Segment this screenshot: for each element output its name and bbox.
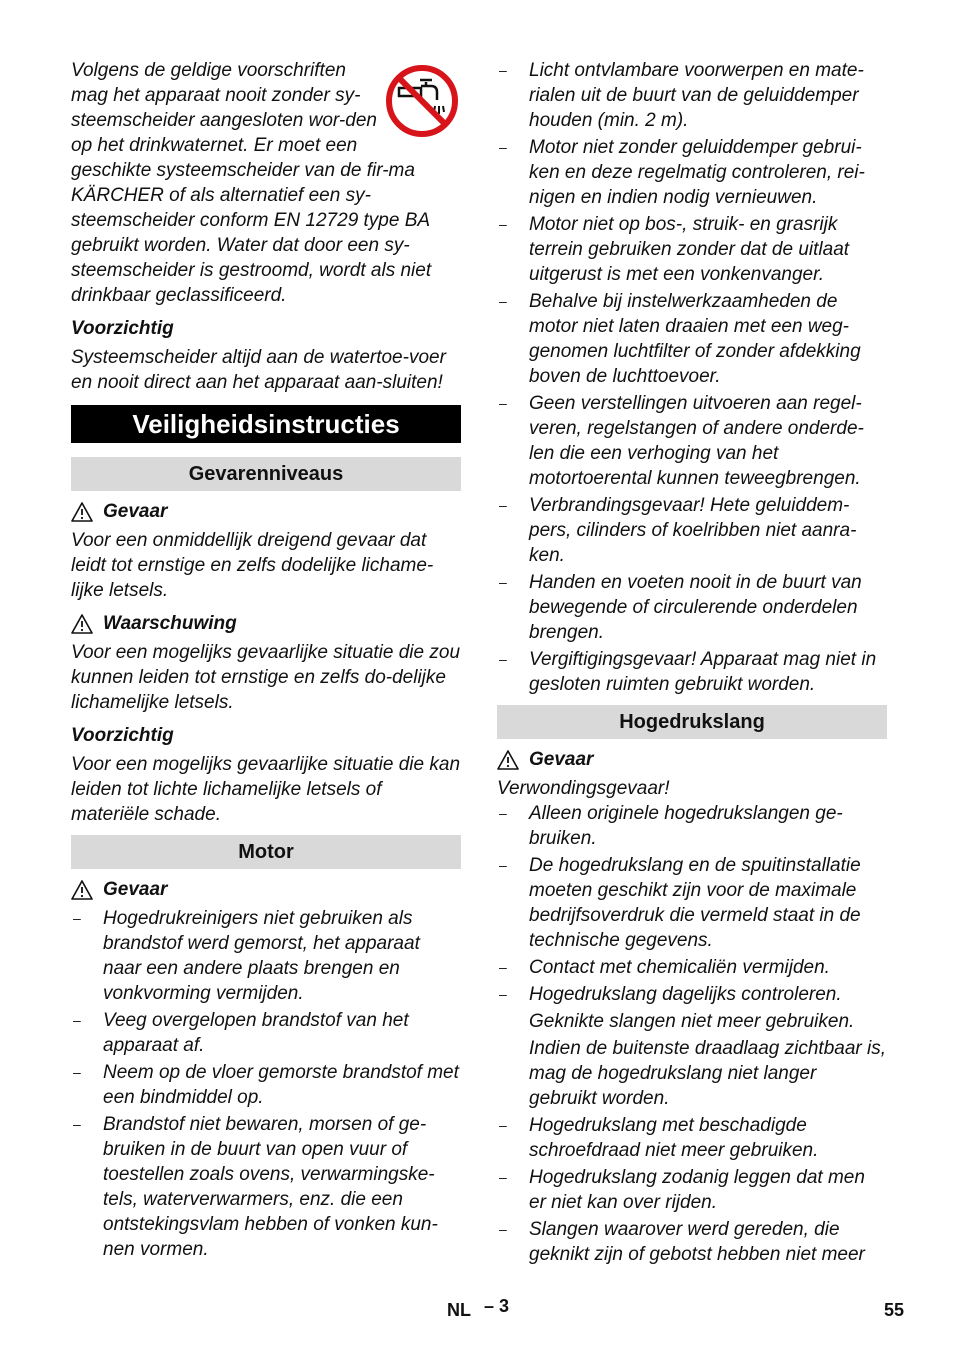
section-page-number: – 3	[484, 1296, 510, 1316]
warning-triangle-icon	[71, 614, 93, 634]
dash-bullet: –	[499, 986, 507, 1002]
intro-block	[71, 58, 461, 308]
dash-bullet: –	[73, 1012, 81, 1028]
dash-bullet: –	[499, 1117, 507, 1133]
section-title: Veiligheidsinstructies	[71, 405, 461, 443]
dash-bullet: –	[499, 857, 507, 873]
list-item: – Motor niet op bos-, struik- en grasrijk terrein gebruiken zonder dat de uitlaat uitgerust is met een vonkenvanger.	[499, 214, 850, 285]
list-item: – Alleen originele hogedrukslangen ge-bruiken.	[499, 803, 843, 849]
list-item: – Hogedrukreinigers niet gebruiken als brandstof werd gemorst, het apparaat naar een andere plaats brengen en vonkvorming vermijden.	[73, 908, 420, 1004]
warning-triangle-icon	[71, 880, 93, 900]
dash-bullet: –	[499, 62, 507, 78]
list-item: – Motor niet zonder geluiddemper gebrui-ken en deze regelmatig controleren, rei-nigen en indien nodig vernieuwen.	[499, 137, 865, 208]
motor-list-right	[497, 58, 887, 697]
dash-bullet: –	[499, 293, 507, 309]
list-item: – Hogedrukslang dagelijks controleren. Geknikte slangen niet meer gebruiken. Indien de buitenste draadlaag zichtbaar is, mag de hogedrukslang niet langer gebruikt worden.	[499, 984, 887, 1109]
warning-text: Voor een mogelijks gevaarlijke situatie die zou kunnen leiden tot ernstige en zelfs do-delijke lichamelijke letsels.	[71, 642, 461, 713]
warning-label: Waarschuwing	[103, 613, 237, 634]
list-item-continuation: Geknikte slangen niet meer gebruiken.	[529, 1011, 855, 1032]
right-column	[497, 58, 887, 1269]
list-item: – Licht ontvlambare voorwerpen en mate-rialen uit de buurt van de geluiddemper houden (min. 2 m).	[499, 60, 864, 131]
left-column	[71, 58, 461, 1264]
hose-list	[497, 801, 887, 1267]
warning-triangle-icon	[497, 750, 519, 770]
dash-bullet: –	[499, 959, 507, 975]
dash-bullet: –	[73, 1116, 81, 1132]
page-number: 55	[884, 1300, 905, 1320]
subsection-title-levels: Gevarenniveaus	[71, 457, 461, 491]
hose-danger-label: Gevaar	[529, 749, 594, 770]
warning-triangle-icon	[71, 502, 93, 522]
language-code: NL	[447, 1300, 471, 1320]
danger-text: Voor een onmiddellijk dreigend gevaar dat leidt tot ernstige en zelfs dodelijke lichame-lijke letsels.	[71, 530, 434, 601]
list-item: – Hogedrukslang met beschadigde schroefdraad niet meer gebruiken.	[499, 1115, 819, 1161]
list-item: – Veeg overgelopen brandstof van het apparaat af.	[73, 1010, 409, 1056]
dash-bullet: –	[499, 139, 507, 155]
dash-bullet: –	[499, 1169, 507, 1185]
list-item: – Vergiftigingsgevaar! Apparaat mag niet in gesloten ruimten gebruikt worden.	[499, 649, 877, 695]
list-item-continuation: Indien de buitenste draadlaag zichtbaar is, mag de hogedrukslang niet langer gebruikt worden.	[529, 1038, 887, 1109]
list-item: – Slangen waarover werd gereden, die geknikt zijn of gebotst hebben niet meer	[499, 1219, 865, 1265]
intro-text: Volgens de geldige voorschriften mag het apparaat nooit zonder sy-steemscheider aangesloten wor-den op het drinkwaternet. Er moet een geschikte systeemscheider van de fir-ma KÄRCHER of als alternatief een sy-steemscheider conform EN 12729 type BA gebruikt worden. Water dat door een sy-steemscheider is gestroomd, wordt als niet drinkbaar geclassificeerd.	[71, 60, 432, 306]
dash-bullet: –	[499, 395, 507, 411]
dash-bullet: –	[499, 651, 507, 667]
warning-heading	[71, 611, 461, 636]
list-item: – Behalve bij instelwerkzaamheden de motor niet laten draaien met een weg-genomen luchtfilter of zonder afdekking boven de luchttoevoer.	[499, 291, 861, 387]
subsection-title-hose: Hogedrukslang	[497, 705, 887, 739]
danger-label: Gevaar	[103, 501, 168, 522]
list-item: – Neem op de vloer gemorste brandstof met een bindmiddel op.	[73, 1062, 459, 1108]
dash-bullet: –	[499, 216, 507, 232]
dash-bullet: –	[499, 497, 507, 513]
page-footer	[0, 1296, 954, 1326]
list-item: – Verbrandingsgevaar! Hete geluiddem-pers, cilinders of koelribben niet aanra-ken.	[499, 495, 857, 566]
list-item: – Hogedrukslang zodanig leggen dat men er niet kan over rijden.	[499, 1167, 865, 1213]
motor-list-left	[71, 906, 461, 1262]
dash-bullet: –	[73, 910, 81, 926]
list-item: – Geen verstellingen uitvoeren aan regel-veren, regelstangen of andere onderde-len die een verhoging van het motortoerental kunnen teweegbrengen.	[499, 393, 864, 489]
list-item: – Brandstof niet bewaren, morsen of ge-bruiken in de buurt van open vuur of toestellen zoals ovens, verwarmingske-tels, waterverwarmers, enz. die een ontstekingsvlam hebben of vonken kun-nen vormen.	[73, 1114, 438, 1260]
dash-bullet: –	[73, 1064, 81, 1080]
caution-text-levels: Voor een mogelijks gevaarlijke situatie die kan leiden tot lichte lichamelijke letsels of materiële schade.	[71, 754, 461, 825]
list-item: – De hogedrukslang en de spuitinstallatie moeten geschikt zijn voor de maximale bedrijfsoverdruk die vermeld staat in de technische gegevens.	[499, 855, 861, 951]
danger-heading	[71, 499, 461, 524]
dash-bullet: –	[499, 574, 507, 590]
subsection-title-motor: Motor	[71, 835, 461, 869]
no-drinking-water-icon	[385, 64, 459, 138]
hose-danger-heading	[497, 747, 887, 772]
caution-text: Systeemscheider altijd aan de watertoe-voer en nooit direct aan het apparaat aan-sluiten!	[71, 347, 446, 393]
motor-danger-label: Gevaar	[103, 879, 168, 900]
caution-label-levels: Voorzichtig	[71, 725, 174, 746]
caution-label: Voorzichtig	[71, 318, 174, 339]
dash-bullet: –	[499, 805, 507, 821]
dash-bullet: –	[499, 1221, 507, 1237]
list-item: – Handen en voeten nooit in de buurt van bewegende of circulerende onderdelen brengen.	[499, 572, 862, 643]
hose-intro: Verwondingsgevaar!	[497, 778, 670, 799]
list-item: – Contact met chemicaliën vermijden.	[499, 957, 830, 978]
motor-danger-heading	[71, 877, 461, 902]
